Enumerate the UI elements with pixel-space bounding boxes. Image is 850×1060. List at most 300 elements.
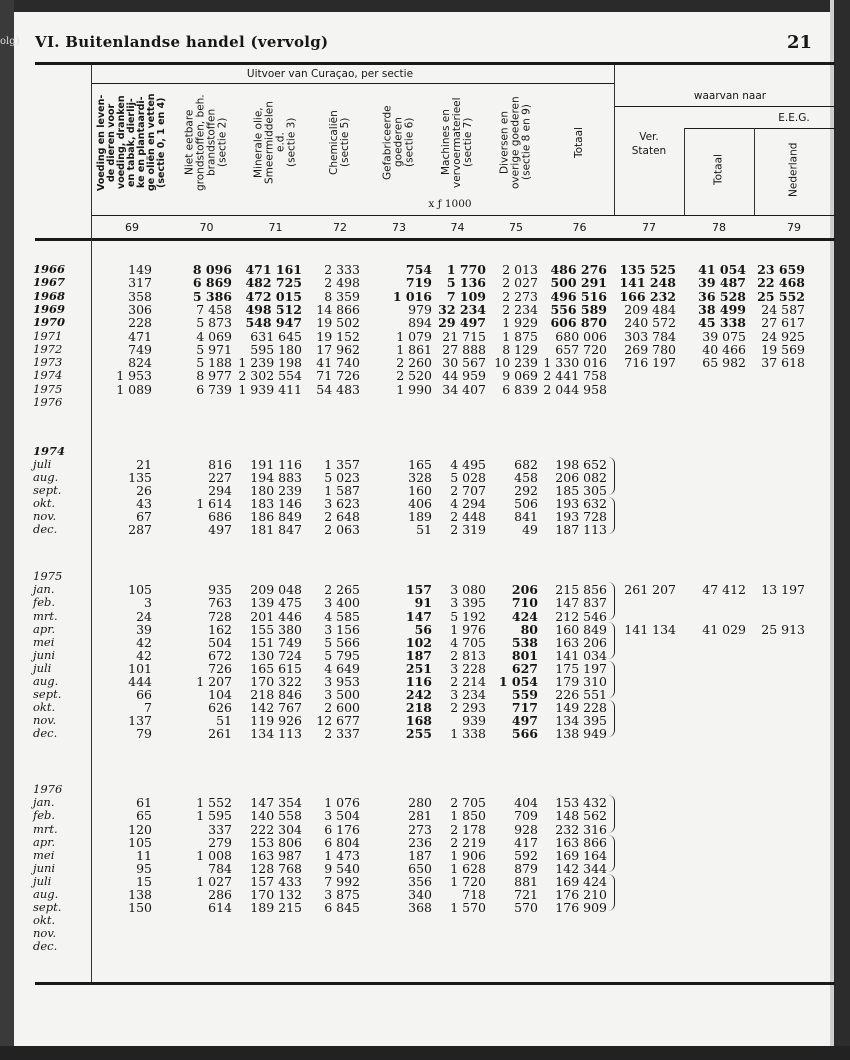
table-cell: 39 487	[698, 275, 746, 291]
table-cell: 66	[136, 687, 152, 703]
table-cell: 2 319	[450, 522, 486, 538]
table-cell: 4 705	[450, 634, 486, 650]
quarter-brace	[608, 661, 615, 698]
table-cell: 1 357	[324, 457, 360, 473]
table-cell: 22 468	[757, 275, 805, 291]
column-number-69: 69	[125, 221, 139, 234]
table-cell: 4 495	[450, 457, 486, 473]
table-cell: 3	[144, 595, 152, 611]
table-cell: 486 276	[550, 262, 607, 277]
table-cell: 2 219	[450, 834, 486, 850]
table-cell: 471 161	[245, 262, 302, 277]
table-cell: 56	[414, 621, 432, 637]
row-label: nov.	[33, 926, 57, 941]
table-cell: 138 949	[555, 726, 607, 742]
column-header-77: Ver. Staten	[631, 131, 667, 157]
table-cell: 135	[128, 470, 152, 486]
table-cell: 21	[136, 457, 152, 473]
group-title: Uitvoer van Curaçao, per sectie	[246, 68, 414, 80]
row-label: 1968	[33, 288, 66, 303]
table-cell: 27 888	[442, 341, 486, 357]
table-cell: 120	[128, 821, 152, 837]
table-cell: 150	[128, 900, 152, 916]
table-cell: 34 407	[442, 381, 486, 397]
table-cell: 2 333	[324, 262, 360, 277]
table-cell: 458	[514, 470, 538, 486]
table-cell: 3 953	[324, 674, 360, 689]
top-rule	[35, 62, 835, 65]
table-cell: 242	[405, 687, 432, 703]
table-cell: 206	[511, 582, 538, 598]
table-cell: 39	[136, 621, 152, 637]
table-cell: 39 075	[702, 328, 746, 344]
table-cell: 5 386	[192, 288, 232, 304]
table-cell: 2 234	[502, 301, 538, 317]
row-label: mrt.	[33, 608, 58, 623]
table-cell: 928	[514, 821, 538, 837]
table-cell: 160 849	[555, 621, 607, 637]
table-cell: 2 302 554	[238, 368, 302, 384]
table-cell: 631 645	[250, 328, 302, 344]
table-cell: 232 316	[555, 821, 607, 837]
table-cell: 328	[408, 470, 432, 486]
column-number-74: 74	[450, 221, 465, 234]
table-cell: 606 870	[550, 315, 607, 331]
table-cell: 149	[128, 262, 152, 277]
table-cell: 879	[514, 860, 538, 876]
table-cell: 1 614	[196, 496, 232, 512]
table-cell: 894	[408, 315, 432, 331]
row-label: mrt.	[33, 821, 58, 836]
column-header-71: Minerale olie, Smeermiddelen e.d. (sectie 3)	[252, 101, 298, 184]
row-label: dec.	[33, 939, 58, 954]
table-cell: 801	[511, 647, 538, 663]
page-number: 21	[787, 32, 813, 53]
row-label: 1967	[33, 275, 66, 290]
table-cell: 147 837	[555, 595, 607, 611]
table-cell: 32 234	[438, 301, 486, 317]
table-cell: 209 484	[624, 301, 676, 317]
table-cell: 149 228	[555, 700, 607, 716]
row-label: 1974	[33, 368, 63, 383]
table-cell: 9 540	[324, 860, 360, 876]
unit-rule	[92, 215, 835, 216]
table-cell: 559	[511, 687, 538, 703]
table-cell: 1 720	[450, 873, 486, 889]
table-cell: 116	[405, 674, 432, 689]
table-cell: 2 293	[450, 700, 486, 716]
table-cell: 1 016	[392, 288, 432, 304]
table-cell: 841	[514, 509, 538, 525]
table-cell: 1 552	[196, 795, 232, 811]
table-cell: 784	[208, 860, 232, 876]
table-cell: 215 856	[555, 582, 607, 598]
row-label: aug.	[33, 674, 59, 688]
table-cell: 1 027	[196, 873, 232, 889]
table-cell: 37 618	[761, 355, 805, 371]
column-header-72: Chemicaliën (sectie 5)	[328, 110, 351, 175]
table-cell: 181 847	[250, 522, 302, 538]
row-label: mei	[33, 847, 55, 862]
table-cell: 134 395	[555, 713, 607, 729]
quarter-total-cell: 261 207	[624, 582, 676, 598]
table-cell: 709	[514, 808, 538, 824]
table-cell: 650	[408, 860, 432, 876]
table-cell: 2 705	[450, 795, 486, 811]
column-number-75: 75	[509, 221, 523, 234]
table-cell: 42	[136, 634, 152, 650]
table-cell: 138	[128, 887, 152, 902]
table-cell: 65	[136, 808, 152, 824]
table-cell: 2 337	[324, 726, 360, 742]
table-cell: 140 558	[250, 808, 302, 824]
column-header-69: Voeding en leven- de dieren voor voeding, dranken en tabak, dierlij- ke en plantaardi- ge oliën en vetten (sectie 0, 1 en 4)	[96, 93, 167, 192]
column-number-79: 79	[787, 221, 801, 234]
table-cell: 91	[414, 595, 432, 611]
table-cell: 19 502	[316, 315, 360, 331]
column-number-71: 71	[268, 221, 283, 234]
row-label: 1971	[33, 328, 63, 343]
table-cell: 19 569	[761, 341, 805, 357]
table-cell: 595 180	[250, 341, 302, 357]
table-cell: 2 214	[450, 674, 486, 689]
table-cell: 657 720	[555, 341, 607, 357]
table-cell: 240 572	[624, 315, 676, 331]
table-cell: 36 528	[698, 288, 746, 304]
table-cell: 80	[520, 621, 538, 637]
quarter-total-cell: 47 412	[702, 582, 746, 598]
row-label: aug.	[33, 887, 59, 901]
table-cell: 2 273	[502, 288, 538, 304]
table-cell: 8 129	[502, 341, 538, 357]
table-cell: 626	[208, 700, 232, 716]
table-cell: 209 048	[250, 582, 302, 598]
table-cell: 3 080	[450, 582, 486, 598]
table-cell: 3 234	[450, 687, 486, 703]
row-label: juni	[33, 860, 56, 875]
table-cell: 1 207	[196, 674, 232, 689]
table-cell: 506	[514, 496, 538, 512]
table-cell: 717	[511, 700, 538, 716]
table-cell: 105	[128, 834, 152, 850]
table-cell: 147 354	[250, 795, 302, 811]
table-cell: 417	[514, 834, 538, 850]
table-cell: 2 044 958	[543, 381, 607, 397]
table-cell: 179 310	[555, 674, 607, 689]
table-cell: 261	[208, 726, 232, 742]
table-cell: 2 013	[502, 262, 538, 277]
table-cell: 2 265	[324, 582, 360, 598]
table-cell: 5 028	[450, 470, 486, 486]
table-cell: 139 475	[250, 595, 302, 611]
scan-edge-top	[0, 0, 850, 12]
table-cell: 317	[128, 275, 152, 291]
column-header-70: Niet eetbare grondstoffen, beh. brandstoffen (sectie 2)	[183, 94, 229, 191]
table-cell: 1 628	[450, 860, 486, 876]
table-cell: 1 976	[450, 621, 486, 637]
row-label: 1973	[33, 355, 63, 370]
table-cell: 5 873	[196, 315, 232, 331]
table-cell: 14 866	[316, 301, 360, 317]
quarter-total-cell: 141 134	[624, 621, 676, 637]
table-cell: 251	[405, 660, 432, 676]
table-cell: 3 395	[450, 595, 486, 611]
table-cell: 3 228	[450, 660, 486, 676]
table-cell: 191 116	[250, 457, 302, 473]
table-cell: 2 027	[502, 275, 538, 291]
table-cell: 1 076	[324, 795, 360, 811]
table-cell: 444	[128, 674, 152, 689]
table-cell: 26	[136, 483, 152, 499]
table-cell: 303 784	[624, 328, 676, 344]
column-number-72: 72	[333, 221, 347, 234]
table-cell: 102	[405, 634, 432, 650]
row-label: sept.	[33, 900, 62, 915]
table-cell: 496 516	[550, 288, 607, 304]
table-cell: 142 344	[555, 860, 607, 876]
table-bottom-rule	[35, 982, 835, 985]
row-label: juni	[33, 647, 56, 662]
table-cell: 728	[208, 608, 232, 624]
table-cell: 8 977	[196, 368, 232, 384]
table-cell: 6 176	[324, 821, 360, 837]
table-cell: 49	[522, 522, 538, 538]
table-cell: 1 990	[396, 381, 432, 397]
table-cell: 497	[208, 522, 232, 538]
table-cell: 306	[128, 301, 152, 317]
table-cell: 194 883	[250, 470, 302, 486]
table-cell: 147	[405, 608, 432, 624]
table-cell: 2 441 758	[543, 368, 607, 384]
table-cell: 218 846	[250, 687, 302, 703]
table-cell: 3 623	[324, 496, 360, 512]
section-year-label: 1976	[33, 782, 63, 796]
table-cell: 294	[208, 483, 232, 499]
row-label: nov.	[33, 509, 57, 524]
column-number-73: 73	[392, 221, 406, 234]
table-cell: 7 109	[446, 288, 486, 304]
table-cell: 472 015	[245, 288, 302, 304]
table-cell: 101	[128, 660, 152, 676]
eeg-label: E.E.G.	[778, 112, 810, 124]
table-cell: 218	[405, 700, 432, 716]
row-label: mei	[33, 634, 55, 649]
scan-edge-left	[0, 0, 20, 1060]
table-cell: 1 850	[450, 808, 486, 824]
table-cell: 165 615	[250, 660, 302, 676]
table-cell: 763	[208, 595, 232, 611]
table-cell: 1 770	[446, 262, 486, 277]
row-label: juli	[33, 457, 52, 472]
table-cell: 24 587	[761, 301, 805, 317]
table-cell: 169 424	[555, 873, 607, 889]
table-cell: 176 210	[555, 887, 607, 902]
table-cell: 29 497	[438, 315, 486, 331]
table-cell: 8 096	[192, 262, 232, 277]
table-cell: 255	[405, 726, 432, 742]
waarvan-rule	[614, 106, 835, 107]
quarter-brace	[608, 457, 615, 494]
table-cell: 189	[408, 509, 432, 525]
table-cell: 193 632	[555, 496, 607, 512]
row-label: sept.	[33, 687, 62, 702]
table-cell: 187	[408, 847, 432, 863]
table-cell: 1 861	[396, 341, 432, 357]
column-header-79: Nederland	[787, 142, 800, 198]
column-number-76: 76	[572, 221, 587, 234]
table-cell: 2 600	[324, 700, 360, 716]
table-cell: 273	[408, 821, 432, 837]
table-cell: 1 338	[450, 726, 486, 742]
table-cell: 292	[514, 483, 538, 499]
table-cell: 2 178	[450, 821, 486, 837]
header-bottom-rule	[35, 238, 835, 241]
table-cell: 19 152	[316, 328, 360, 344]
row-label: okt.	[33, 700, 56, 715]
table-cell: 1 587	[324, 483, 360, 499]
table-cell: 3 875	[324, 887, 360, 902]
table-cell: 157	[405, 582, 432, 598]
group-rule	[92, 83, 614, 84]
table-cell: 5 566	[324, 634, 360, 650]
eeg-rule	[684, 128, 835, 129]
table-cell: 680 006	[555, 328, 607, 344]
table-cell: 162	[208, 621, 232, 637]
table-cell: 935	[208, 582, 232, 598]
table-cell: 175 197	[555, 660, 607, 676]
table-cell: 187	[405, 647, 432, 663]
table-cell: 548 947	[245, 315, 302, 331]
table-cell: 406	[408, 496, 432, 512]
table-cell: 482 725	[245, 275, 302, 291]
table-cell: 2 707	[450, 483, 486, 499]
table-cell: 165	[408, 457, 432, 473]
table-cell: 1 929	[502, 315, 538, 331]
table-cell: 337	[208, 821, 232, 837]
table-cell: 79	[136, 726, 152, 742]
table-cell: 718	[462, 887, 486, 902]
table-cell: 939	[462, 713, 486, 729]
row-label: apr.	[33, 834, 56, 849]
table-cell: 5 971	[196, 341, 232, 357]
table-cell: 142 767	[250, 700, 302, 716]
quarter-brace	[608, 795, 615, 832]
section-year-label: 1974	[33, 444, 66, 458]
table-cell: 15	[136, 873, 152, 889]
table-cell: 41 054	[698, 262, 746, 277]
table-cell: 2 448	[450, 509, 486, 525]
table-cell: 157 433	[250, 873, 302, 889]
table-cell: 25 552	[757, 288, 805, 304]
table-cell: 538	[511, 634, 538, 650]
column-header-78: Totaal	[712, 154, 725, 186]
table-cell: 169 164	[555, 847, 607, 863]
quarter-brace	[608, 700, 615, 737]
table-cell: 130 724	[250, 647, 302, 663]
table-cell: 163 987	[250, 847, 302, 863]
table-cell: 163 866	[555, 834, 607, 850]
table-cell: 21 715	[442, 328, 486, 344]
table-cell: 189 215	[250, 900, 302, 916]
row-label: 1966	[33, 262, 66, 276]
row-label: 1970	[33, 315, 66, 330]
table-cell: 40 466	[702, 341, 746, 357]
table-cell: 1 939 411	[238, 381, 302, 397]
table-cell: 1 473	[324, 847, 360, 863]
waarvan-naar-label: waarvan naar	[693, 90, 767, 102]
table-cell: 176 909	[555, 900, 607, 916]
table-cell: 151 749	[250, 634, 302, 650]
table-cell: 67	[136, 509, 152, 525]
table-cell: 17 962	[316, 341, 360, 357]
table-cell: 104	[208, 687, 232, 703]
table-cell: 2 498	[324, 275, 360, 291]
table-cell: 187 113	[555, 522, 607, 538]
table-cell: 504	[208, 634, 232, 650]
table-cell: 12 677	[316, 713, 360, 729]
row-label: aug.	[33, 470, 59, 485]
column-number-78: 78	[712, 221, 726, 234]
table-cell: 201 446	[250, 608, 302, 624]
table-cell: 1 079	[396, 328, 432, 344]
table-cell: 153 432	[555, 795, 607, 811]
table-cell: 4 585	[324, 608, 360, 624]
table-cell: 170 132	[250, 887, 302, 902]
table-cell: 2 648	[324, 509, 360, 525]
table-cell: 65 982	[702, 355, 746, 371]
table-cell: 498 512	[245, 301, 302, 317]
table-cell: 6 845	[324, 900, 360, 916]
row-label: okt.	[33, 496, 56, 511]
table-cell: 340	[408, 887, 432, 902]
table-cell: 1 570	[450, 900, 486, 916]
table-cell: 404	[514, 795, 538, 811]
table-cell: 3 400	[324, 595, 360, 611]
table-cell: 1 595	[196, 808, 232, 824]
row-label: 1969	[33, 301, 66, 316]
table-cell: 1 875	[502, 328, 538, 344]
quarter-brace	[608, 497, 615, 534]
table-cell: 212 546	[555, 608, 607, 624]
row-label: sept.	[33, 483, 62, 498]
table-cell: 183 146	[250, 496, 302, 512]
table-cell: 5 136	[446, 275, 486, 291]
table-cell: 281	[408, 808, 432, 824]
left-page-fragment: olg)	[0, 36, 20, 47]
table-cell: 269 780	[624, 341, 676, 357]
table-cell: 721	[514, 887, 538, 902]
table-cell: 1 330 016	[543, 355, 607, 371]
table-cell: 614	[208, 900, 232, 916]
row-label: dec.	[33, 726, 58, 741]
row-label: 1972	[33, 341, 63, 356]
row-label: 1975	[33, 381, 63, 396]
table-cell: 682	[514, 457, 538, 473]
table-cell: 356	[408, 873, 432, 889]
quarter-total-cell: 25 913	[761, 621, 805, 637]
table-cell: 754	[405, 262, 432, 277]
table-cell: 160	[408, 483, 432, 499]
table-cell: 6 739	[196, 381, 232, 397]
table-cell: 193 728	[555, 509, 607, 525]
table-cell: 3 156	[324, 621, 360, 637]
table-cell: 166 232	[619, 288, 676, 304]
table-cell: 7 458	[196, 301, 232, 317]
table-cell: 206 082	[555, 470, 607, 486]
table-cell: 236	[408, 834, 432, 850]
row-label: juli	[33, 873, 52, 888]
table-cell: 1 089	[116, 381, 152, 397]
